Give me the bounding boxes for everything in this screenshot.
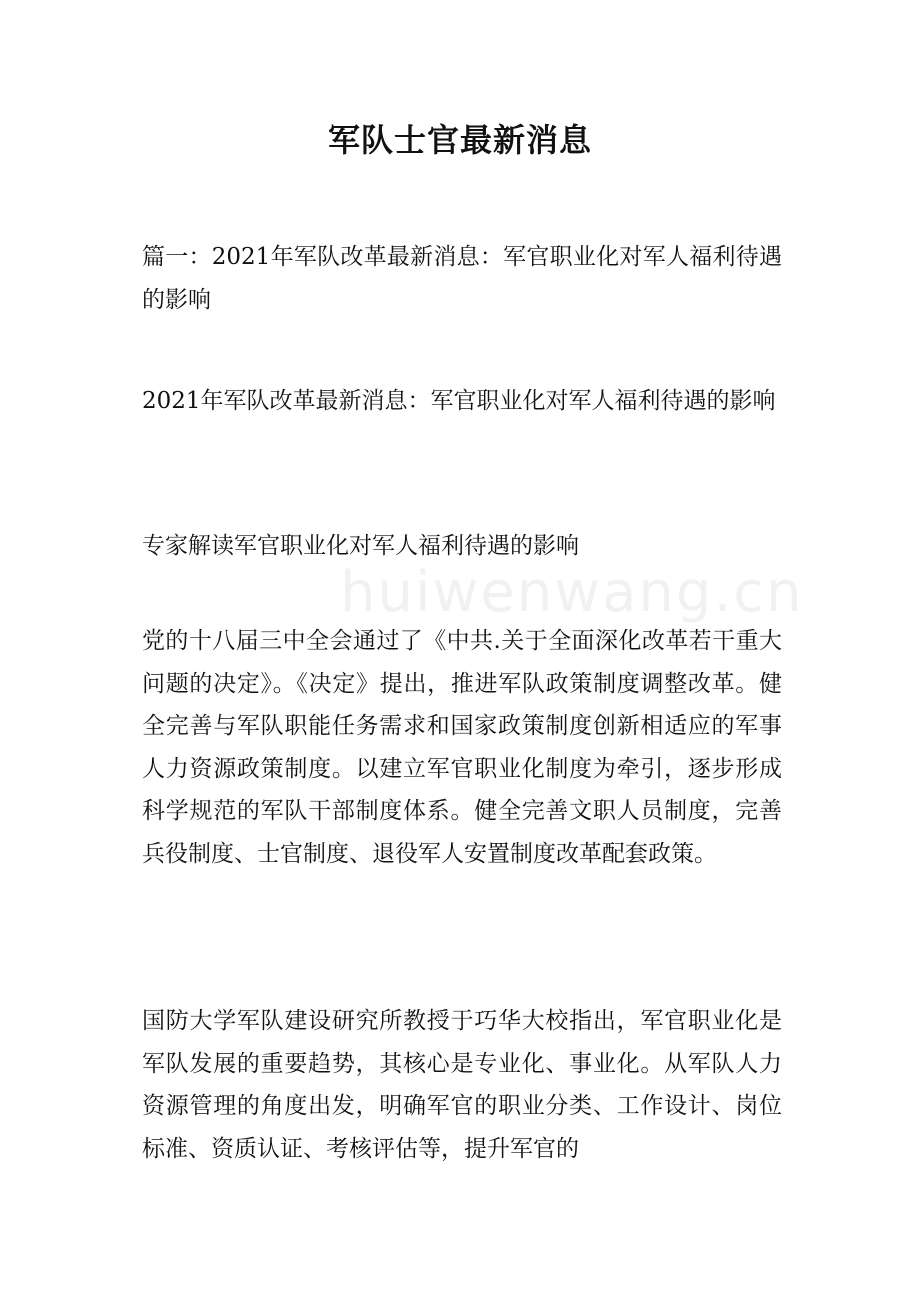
paragraph-heading-part-one: 篇一：2021年军队改革最新消息：军官职业化对军人福利待遇的影响	[142, 244, 782, 313]
paragraph-expert-intro: 专家解读军官职业化对军人福利待遇的影响	[142, 533, 579, 559]
paragraph-body-professor: 国防大学军队建设研究所教授于巧华大校指出，军官职业化是军队发展的重要趋势，其核心是专业化、事业化。从军队人力资源管理的角度出发，明确军官的职业分类、工作设计、岗位标准、资质认证、考核评估等，提升军官的	[142, 1008, 782, 1162]
document-title: 军队士官最新消息	[327, 121, 592, 159]
paragraph-body-decision: 党的十八届三中全会通过了《中共.关于全面深化改革若干重大问题的决定》。《决定》提出，推进军队政策制度调整改革。健全完善与军队职能任务需求和国家政策制度创新相适应的军事人力资源政策制度。以建立军官职业化制度为牵引，逐步形成科学规范的军队干部制度体系。健全完善文职人员制度，完善兵役制度、士官制度、退役军人安置制度改革配套政策。	[142, 628, 782, 867]
paragraph-subheading: 2021年军队改革最新消息：军官职业化对军人福利待遇的影响	[142, 388, 776, 414]
watermark: huiwenwang.cn	[340, 560, 804, 625]
